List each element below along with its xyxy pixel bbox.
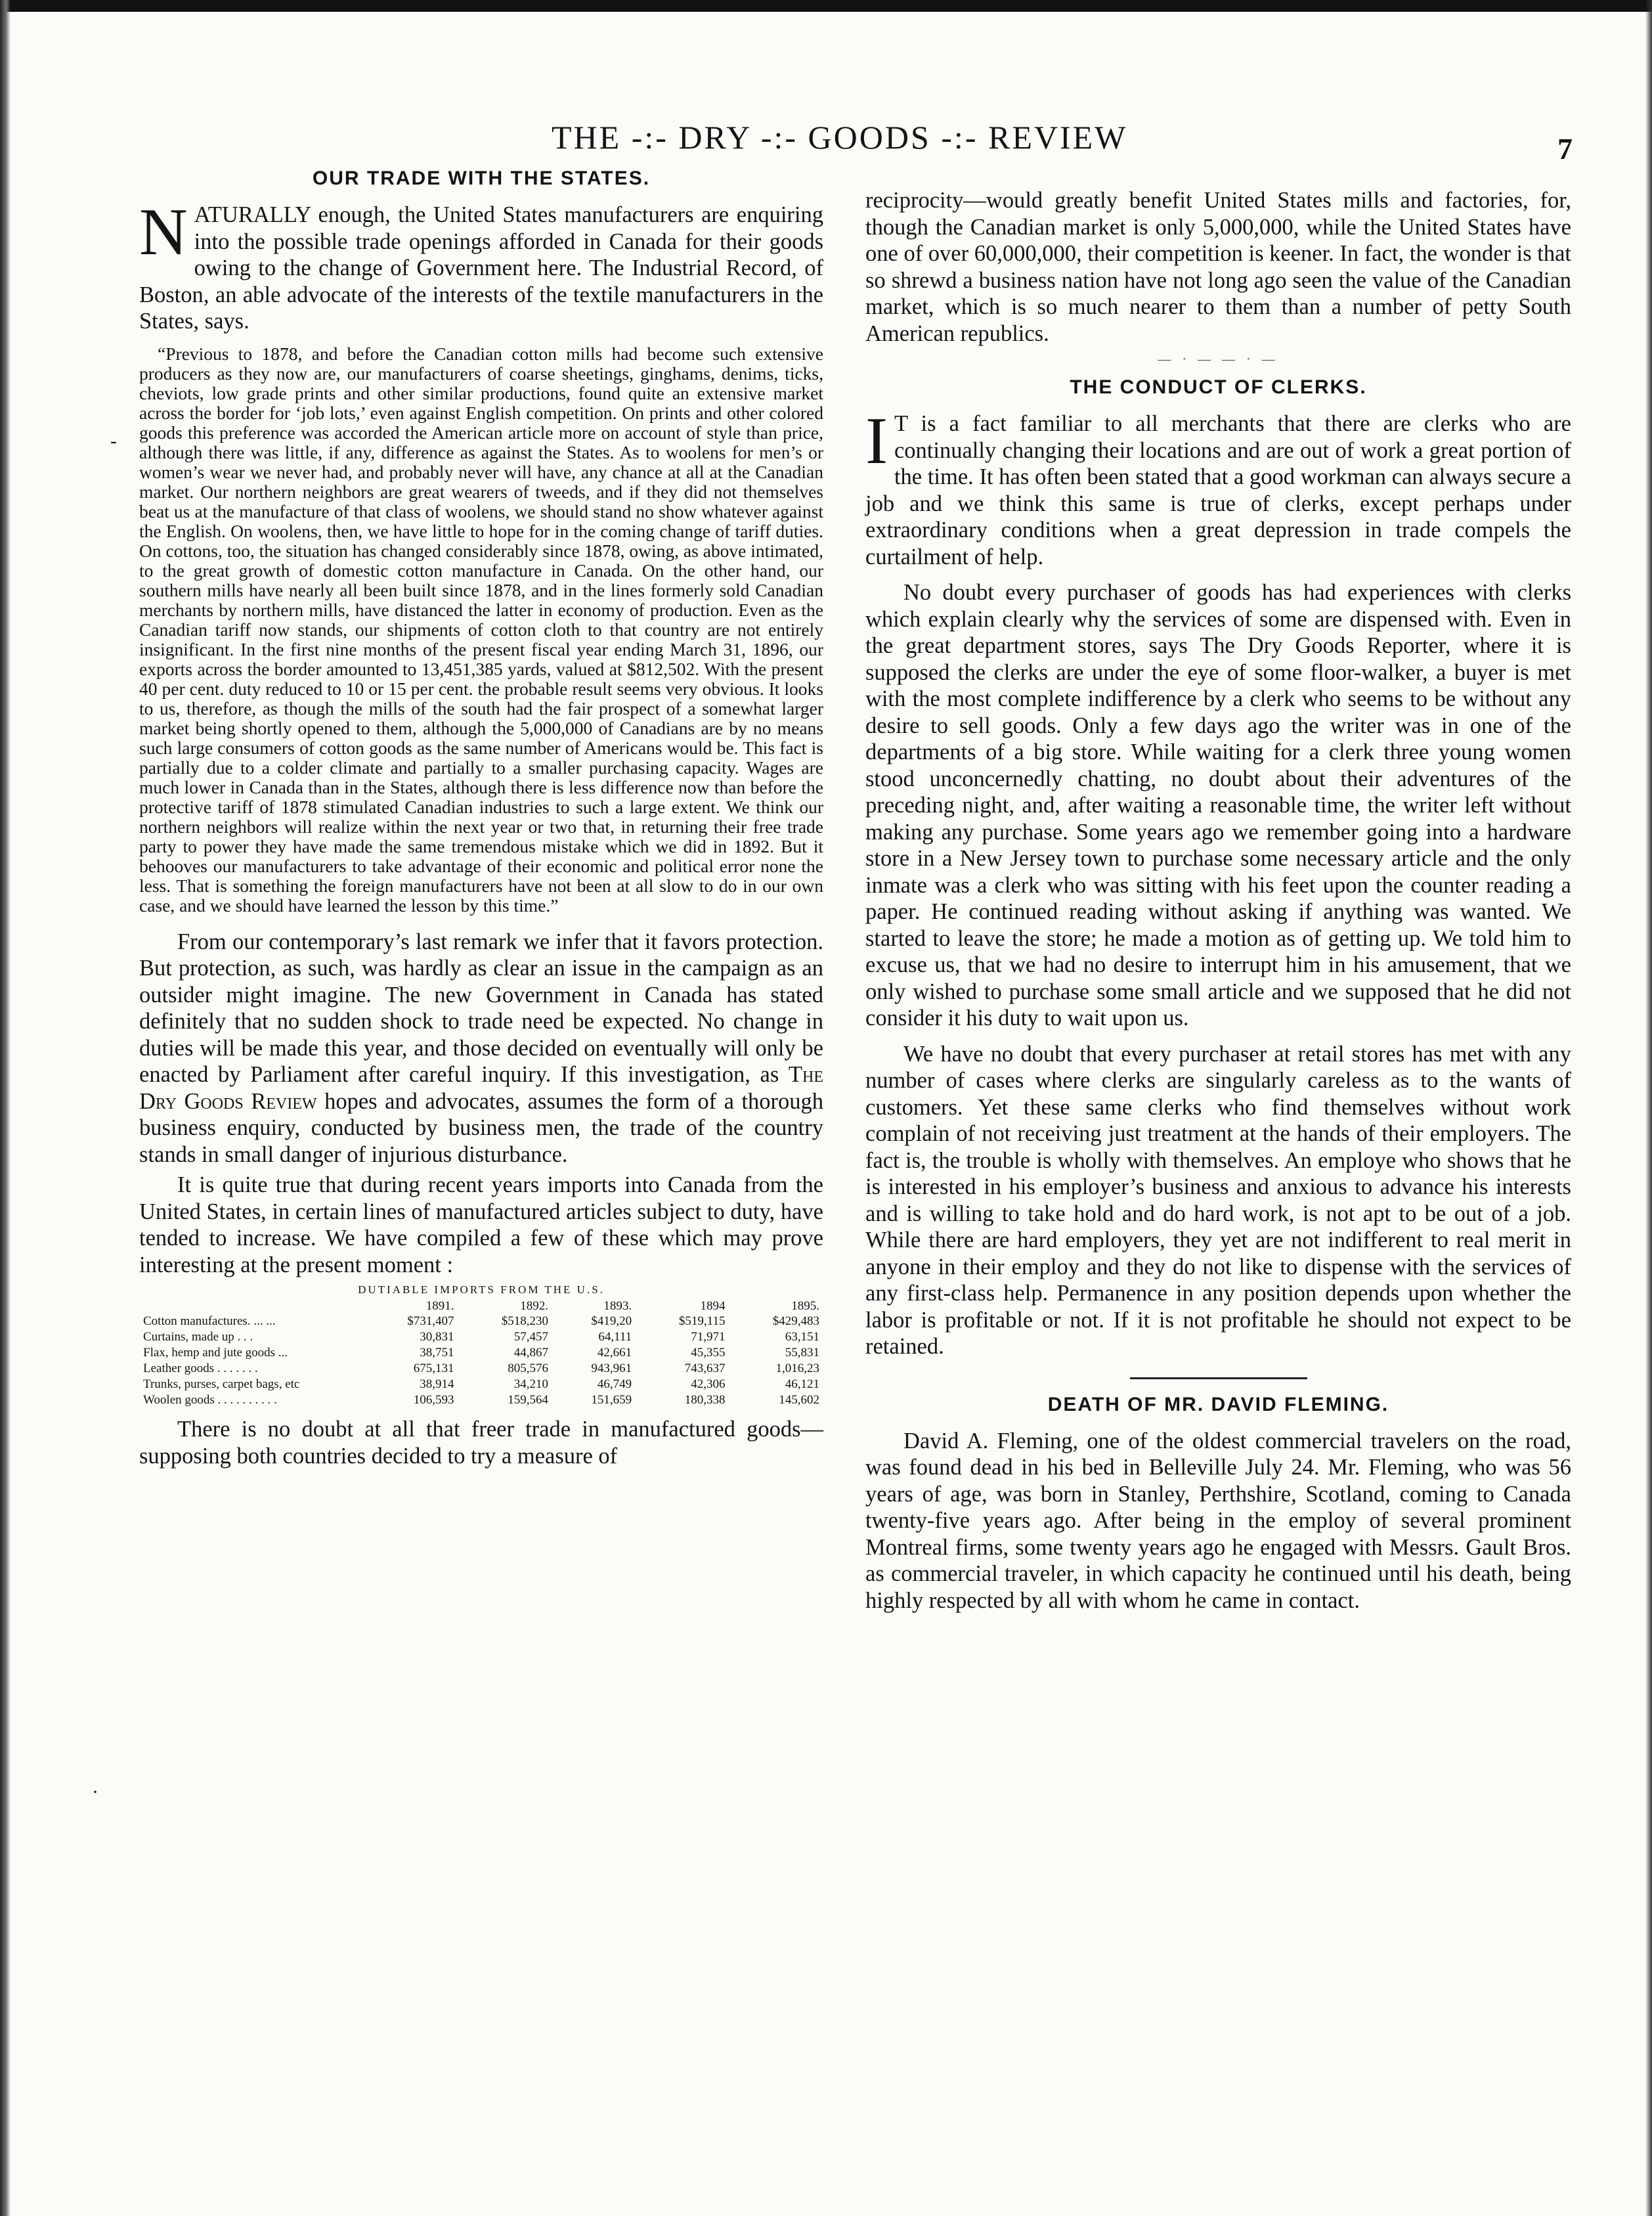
table-cell: 106,593 <box>413 1393 454 1407</box>
table-row <box>139 1377 823 1392</box>
table-cell: 30,831 <box>420 1330 454 1344</box>
table-row <box>139 1392 823 1408</box>
row-label: Trunks, purses, carpet bags, etc <box>143 1377 300 1391</box>
left-column <box>139 167 823 1469</box>
table-cell: 57,457 <box>513 1330 549 1344</box>
row-label: Curtains, made up . . . <box>143 1330 253 1344</box>
page-top-edge <box>0 0 1652 12</box>
table-cell: 943,961 <box>591 1362 632 1375</box>
row-label: Leather goods . . . . . . . <box>143 1362 258 1375</box>
imports-table <box>139 1283 823 1408</box>
table-cell: 63,151 <box>785 1330 819 1344</box>
paragraph-text: hopes and advocates, assumes the form of a thorough business enquiry, conducted by business men, the trade of the country stands in small danger of injurious disturbance. <box>139 1088 824 1167</box>
table-cell: $419,20 <box>591 1314 632 1328</box>
article-paragraph: David A. Fleming, one of the oldest commercial travelers on the road, was found dead in his bed in Belleville July 24. Mr. Fleming, who was 56 years of age, was born in Stanley, Perthshire, Scotland, coming to Canada twenty-five years ago. After being in the employ of several prominent Montreal firms, some twenty years ago he engaged with Messrs. Gault Bros. as commercial traveler, in which capacity he continued until his death, being highly respected by all with whom he came in contact. <box>865 1428 1571 1613</box>
margin-mark: - <box>110 430 117 452</box>
article-continuation: reciprocity—would greatly benefit United States mills and factories, for, though the Canadian market is only 5,000,000, while the United States have one of over 60,000,000, their competition is keener. In fact, the wonder is that so shrewd a business nation have not long ago seen the value of the Canadian market, which is so much nearer to them than a number of petty South American republics. <box>865 188 1571 346</box>
table-row <box>139 1314 823 1329</box>
table-cell: 71,971 <box>691 1330 726 1344</box>
table-row <box>139 1361 823 1377</box>
table-cell: 64,111 <box>598 1330 632 1344</box>
table-cell: 38,914 <box>420 1377 454 1391</box>
article-title-death-notice: DEATH OF MR. DAVID FLEMING. <box>1047 1393 1389 1415</box>
article-title-trade: OUR TRADE WITH THE STATES. <box>312 167 651 189</box>
page-right-edge <box>1645 0 1652 2216</box>
table-cell: $731,407 <box>407 1314 454 1328</box>
table-cell: 42,306 <box>691 1377 726 1391</box>
paragraph-text: ATURALLY enough, the United States manufacturers are enquiring into the possible trade openings afforded in Canada for their goods owing to the change of Government here. The Industrial Record, of Boston, an able advocate of the interests of the textile manufacturers in the States, says. <box>139 202 823 334</box>
year-header: 1895. <box>791 1299 819 1313</box>
article-paragraph: We have no doubt that every purchaser at retail stores has met with any number of cases where clerks are singularly careless as to the wants of customers. Yet these same clerks who find themselves without work complain of not receiving just treatment at the hands of their employers. The fact is, the trouble is wholly with themselves. An employe who shows that he is interested in his employer’s business and anxious to advance his interests and is willing to take hold and do hard work, is not apt to be out of a job. While there are hard employers, they yet are not indifferent to real merit in anyone in their employ and they do not like to dispense with the services of any first-class help. Permanence in any position depends upon whether the labor is profitable or not. If it is not profitable he should not expect to be retained. <box>865 1041 1571 1359</box>
table-cell: 46,749 <box>597 1377 632 1391</box>
page-left-edge <box>0 0 11 2216</box>
page-number: 7 <box>1557 132 1573 166</box>
table-row <box>139 1345 823 1361</box>
quoted-passage: “Previous to 1878, and before the Canadian cotton mills had become such extensive producers as they now are, our manufacturers of coarse sheetings, ginghams, denims, ticks, cheviots, low grade prints and other similar productions, found quite an extensive market across the border for ‘job lots,’ even against English competition. On prints and other colored goods this preference was accorded the American article more on account of style than price, although there was little, if any, difference as against the States. As to woolens for men’s or women’s wear we never had, and probably never will have, any chance at all at the Canadian market. Our northern neighbors are great wearers of tweeds, and if they did not themselves beat us at the manufacture of that class of woolens, we should stand no show whatever against the English. On woolens, then, we have little to hope for in the coming change of tariff duties. On cottons, too, the situation has changed considerably since 1878, owing, as above intimated, to the great growth of domestic cotton manufacture in Canada. On the other hand, our southern mills have nearly all been built since 1878, and in the lines formerly sold Canadian merchants by northern mills, have distanced the latter in economy of production. Even as the Canadian tariff now stands, our shipments of cotton cloth to that country are not entirely insignificant. In the first nine months of the present fiscal year ending March 31, 1896, our exports across the border amounted to 13,451,385 yards, valued at $812,502. With the present 40 per cent. duty reduced to 10 or 15 per cent. the probable result seems very obvious. It looks to us, therefore, as though the mills of the south had the fair prospect of a somewhat larger market being shortly opened to them, although the 5,000,000 of Canadians are by no means such large consumers of cotton goods as the same number of Americans would be. This fact is partially due to a colder climate and partially to a smaller purchasing capacity. Wages are much lower in Canada than in the States, although there is less difference now than before the protective tariff of 1878 stimulated Canadian industries to such a large extent. We think our northern neighbors will realize within the next year or two that, in returning their free trade party to power they have made the same tremendous mistake which we did in 1892. But it behooves our manufacturers to take advantage of their economic and political error none the less. That is something the foreign manufacturers have not been at all slow to do in our own case, and we should have learned the lesson by this time.” <box>139 343 823 916</box>
table-cell: 180,338 <box>684 1393 726 1407</box>
margin-mark: · <box>92 1781 98 1803</box>
right-column <box>865 187 1571 1614</box>
table-cell: 159,564 <box>508 1393 549 1407</box>
year-header: 1893. <box>603 1299 632 1313</box>
article-paragraph: There is no doubt at all that freer trade in manufactured goods—supposing both countries decided to try a measure of <box>139 1417 823 1469</box>
table-cell: 145,602 <box>779 1393 819 1407</box>
table-cell: 44,867 <box>513 1346 549 1360</box>
table-cell: 34,210 <box>513 1377 549 1391</box>
article-title-clerks: THE CONDUCT OF CLERKS. <box>1070 376 1367 398</box>
table-cell: $519,115 <box>678 1314 726 1328</box>
article-paragraph <box>865 404 1571 570</box>
row-label: Cotton manufactures. ... ... <box>143 1314 276 1328</box>
row-label: Woolen goods . . . . . . . . . . <box>143 1393 277 1407</box>
table-cell: 675,131 <box>413 1362 454 1375</box>
article-paragraph <box>139 195 823 335</box>
table-cell: 45,355 <box>691 1346 726 1360</box>
paragraph-text: From our contemporary’s last remark we infer that it favors protection. But protection, as such, was hardly as clear an issue in the campaign as an outsider might imagine. The new Government in Canada has stated definitely that no sudden shock to trade need be expected. No change in duties will be made this year, and those decided on eventually will only be enacted by Parliament after careful inquiry. If this investigation, as <box>139 929 823 1087</box>
table-cell: 151,659 <box>591 1393 632 1407</box>
table-cell: 1,016,23 <box>775 1362 819 1375</box>
year-header: 1891. <box>425 1299 454 1313</box>
publication-name: The Dry Goods Review <box>139 1062 823 1114</box>
running-title: THE -:- DRY -:- GOODS -:- REVIEW <box>552 119 1128 156</box>
row-label: Flax, hemp and jute goods ... <box>143 1346 288 1360</box>
table-cell: $518,230 <box>501 1314 549 1328</box>
table-cell: 42,661 <box>597 1346 632 1360</box>
drop-cap: I <box>865 404 888 478</box>
table-cell: 46,121 <box>785 1377 819 1391</box>
drop-cap: N <box>139 195 188 269</box>
table-row <box>139 1329 823 1345</box>
year-header: 1894 <box>700 1299 726 1313</box>
table-caption: DUTIABLE IMPORTS FROM THE U.S. <box>358 1283 605 1296</box>
article-paragraph: No doubt every purchaser of goods has had experiences with clerks which explain clearly why the services of some are dispensed with. Even in the great department stores, says The Dry Goods Reporter, where it is supposed the clerks are under the eye of some floor-walker, a buyer is met with the most complete indifference by a clerk who seems to be without any desire to sell goods. Only a few days ago the writer was in one of the departments of a big store. While waiting for a clerk three young women stood unconcernedly chatting, no doubt about their adventures of the preceding night, and, after waiting a reasonable time, the writer left without making any purchase. Some years ago we remember going into a hardware store in a New Jersey town to purchase some necessary article and the only inmate was a clerk who was sitting with his feet upon the counter reading a paper. He continued reading without asking if anything was wanted. We started to leave the store; he made a motion as of getting up. We told him to excuse us, that we had no desire to interrupt him in his amusement, that we only wished to purchase some small article and we supposed that he did not consider it his duty to wait upon us. <box>865 580 1571 1030</box>
table-cell: 805,576 <box>508 1362 549 1375</box>
section-divider: — · — — · — <box>1158 352 1279 366</box>
paragraph-text: T is a fact familiar to all merchants that there are clerks who are continually changing their locations and are out of work a great portion of the time. It has often been stated that a good workman can always secure a job and we think this same is true of clerks, except perhaps under extraordinary conditions when a great depression in trade compels the curtailment of help. <box>865 411 1571 569</box>
table-cell: 743,637 <box>684 1362 726 1375</box>
table-cell: $429,483 <box>772 1314 819 1328</box>
table-header-row <box>139 1299 823 1314</box>
year-header: 1892. <box>520 1299 549 1313</box>
section-rule <box>1130 1377 1307 1379</box>
table-cell: 38,751 <box>420 1346 454 1360</box>
table-cell: 55,831 <box>785 1346 819 1360</box>
article-paragraph <box>139 929 823 1168</box>
article-paragraph: It is quite true that during recent years imports into Canada from the United States, in certain lines of manufactured articles subject to duty, have tended to increase. We have compiled a few of these which may prove interesting at the present moment : <box>139 1172 823 1277</box>
